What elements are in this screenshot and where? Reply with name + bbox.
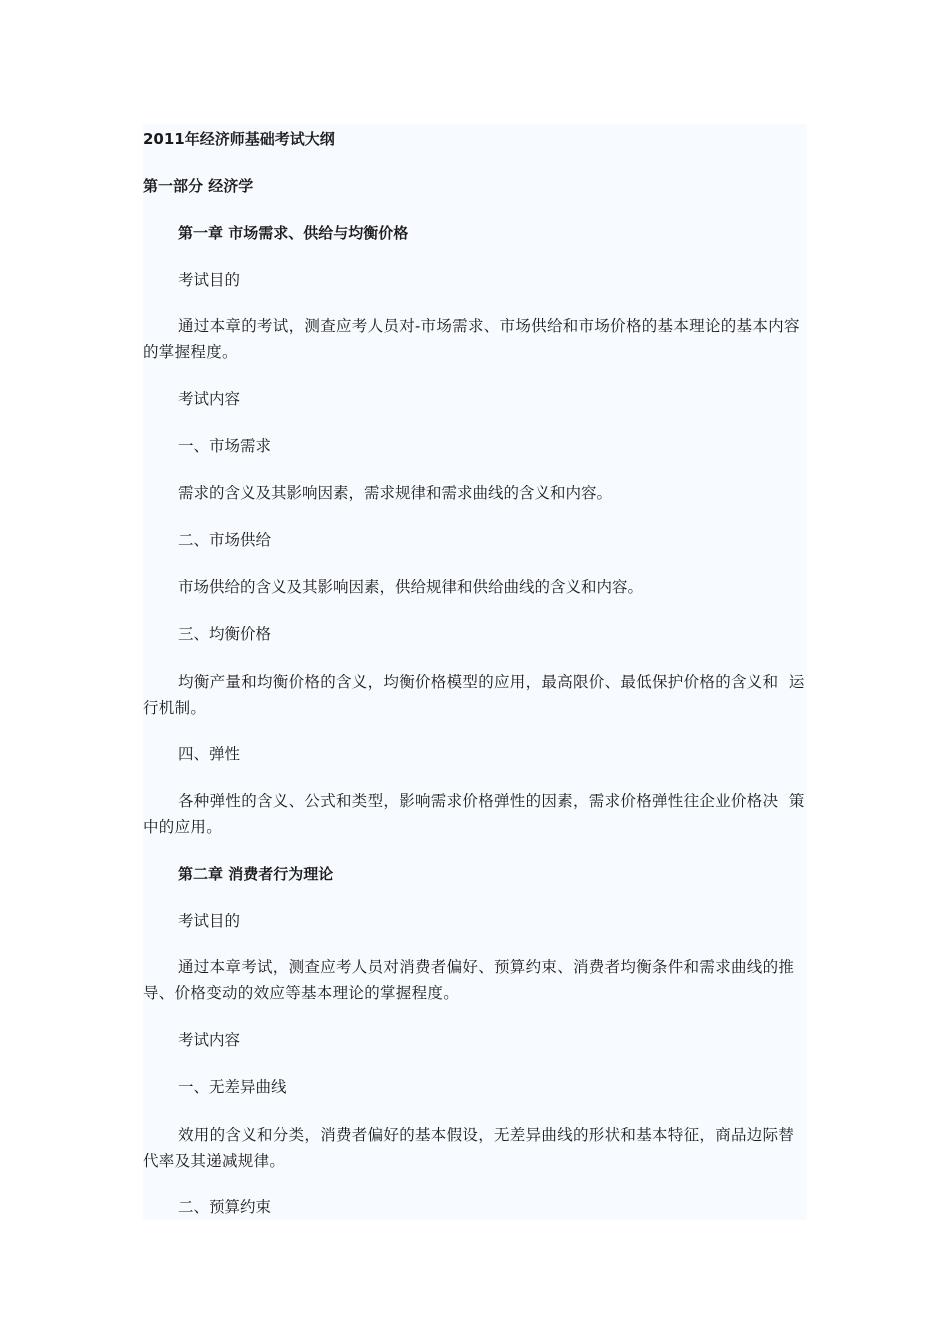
chapter1-section3-heading: 三、均衡价格 [178, 625, 272, 643]
chapter1-section1-text: 需求的含义及其影响因素，需求规律和需求曲线的含义和内容。 [178, 484, 613, 502]
chapter2-content-label: 考试内容 [178, 1031, 241, 1049]
chapter2-heading: 第二章 消费者行为理论 [178, 865, 334, 883]
chapter1-heading: 第一章 市场需求、供给与均衡价格 [178, 224, 409, 242]
chapter2-section2-heading: 二、预算约束 [178, 1198, 272, 1216]
chapter1-goal-label: 考试目的 [178, 271, 241, 289]
chapter1-section4-text: 各种弹性的含义、公式和类型，影响需求价格弹性的因素，需求价格弹性往企业价格决 策中的应用。 [143, 792, 805, 836]
document-page [143, 124, 807, 1220]
chapter2-section1-text: 效用的含义和分类，消费者偏好的基本假设，无差异曲线的形状和基本特征，商品边际替代率及其递减规律。 [143, 1126, 795, 1170]
chapter2-goal-text: 通过本章考试，测查应考人员对消费者偏好、预算约束、消费者均衡条件和需求曲线的推导、价格变动的效应等基本理论的掌握程度。 [143, 958, 795, 1002]
chapter1-content-label: 考试内容 [178, 390, 241, 408]
chapter1-section1-heading: 一、市场需求 [178, 437, 272, 455]
chapter1-section2-heading: 二、市场供给 [178, 531, 272, 549]
chapter1-goal-text: 通过本章的考试，测查应考人员对-市场需求、市场供给和市场价格的基本理论的基本内容的掌握程度。 [143, 317, 800, 361]
part-heading: 第一部分 经济学 [143, 177, 254, 195]
chapter1-section2-text: 市场供给的含义及其影响因素，供给规律和供给曲线的含义和内容。 [178, 578, 644, 596]
chapter2-goal-label: 考试目的 [178, 912, 241, 930]
chapter1-section3-text: 均衡产量和均衡价格的含义，均衡价格模型的应用，最高限价、最低保护价格的含义和 运行机制。 [143, 673, 805, 717]
document-title: 2011年经济师基础考试大纲 [143, 130, 335, 148]
chapter1-section4-heading: 四、弹性 [178, 745, 241, 763]
chapter2-section1-heading: 一、无差异曲线 [178, 1078, 287, 1096]
